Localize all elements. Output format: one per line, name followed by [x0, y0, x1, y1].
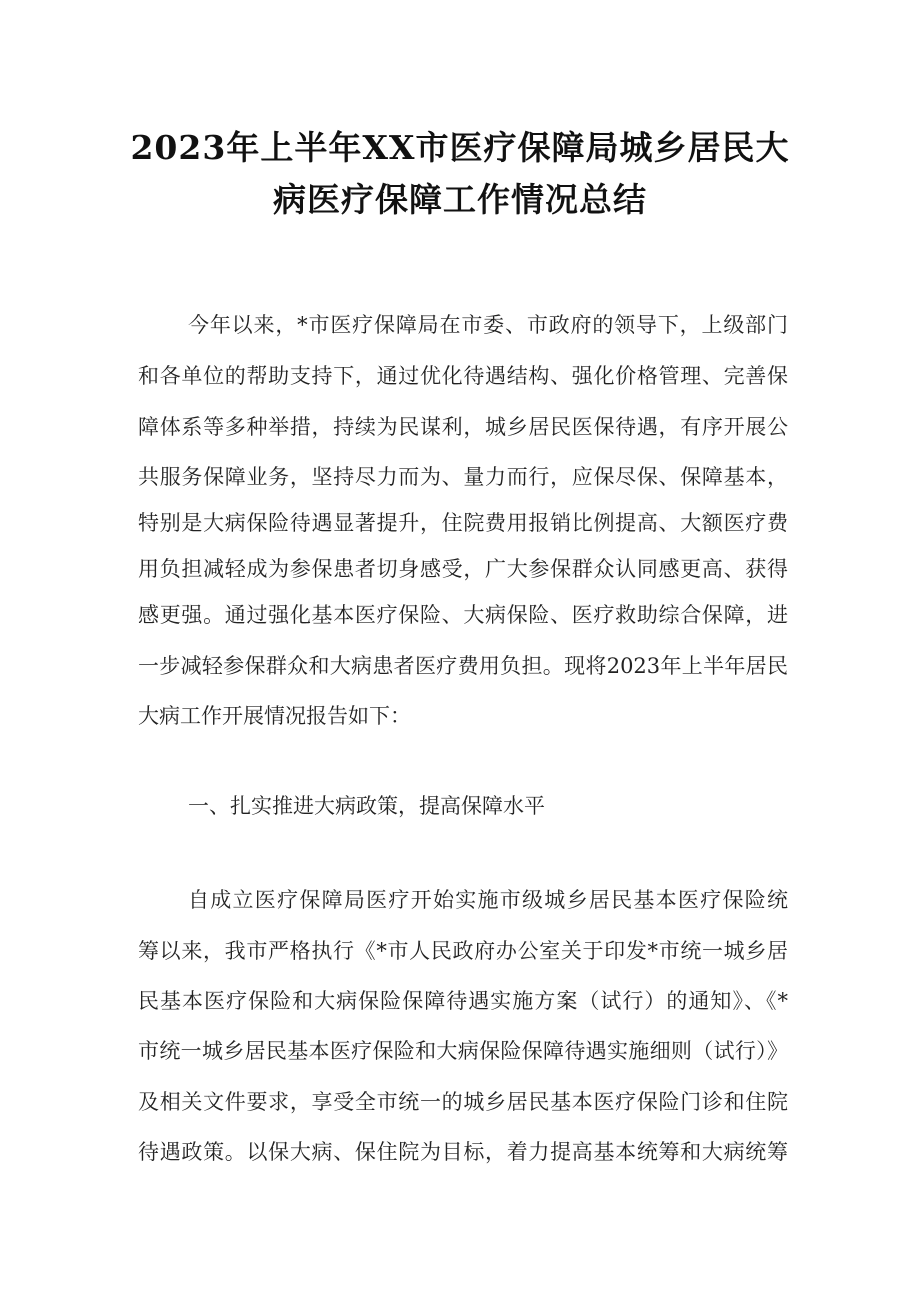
- paragraph-2-line: 市统一城乡居民基本医疗保险和大病保险保障待遇实施细则（试行）》: [138, 1039, 788, 1063]
- paragraph-1-line: 一步减轻参保群众和大病患者医疗费用负担。现将2023年上半年居民: [138, 654, 788, 678]
- paragraph-2-line: 民基本医疗保险和大病保险保障待遇实施方案（试行）的通知》、《*: [138, 989, 788, 1013]
- paragraph-1-line: 今年以来，*市医疗保障局在市委、市政府的领导下，上级部门: [188, 313, 788, 337]
- paragraph-1-line: 障体系等多种举措，持续为民谋利，城乡居民医保待遇，有序开展公: [138, 415, 788, 439]
- paragraph-1-line: 大病工作开展情况报告如下：: [138, 704, 411, 728]
- paragraph-2-line: 自成立医疗保障局医疗开始实施市级城乡居民基本医疗保险统: [188, 888, 788, 912]
- paragraph-1-line: 感更强。通过强化基本医疗保险、大病保险、医疗救助综合保障，进: [138, 603, 788, 627]
- paragraph-1-line: 用负担减轻成为参保患者切身感受，广大参保群众认同感更高、获得: [138, 557, 788, 581]
- paragraph-1-line: 和各单位的帮助支持下，通过优化待遇结构、强化价格管理、完善保: [138, 364, 788, 388]
- paragraph-1-line: 特别是大病保险待遇显著提升，住院费用报销比例提高、大额医疗费: [138, 511, 788, 535]
- document-title-line-2: 病医疗保障工作情况总结: [273, 180, 647, 219]
- paragraph-2-line: 及相关文件要求，享受全市统一的城乡居民基本医疗保险门诊和住院: [138, 1090, 788, 1114]
- paragraph-2-line: 待遇政策。以保大病、保住院为目标，着力提高基本统筹和大病统筹: [138, 1140, 788, 1164]
- paragraph-1-line: 共服务保障业务，坚持尽力而为、量力而行，应保尽保、保障基本，: [138, 465, 788, 489]
- document-title-line-1: 2023年上半年XX市医疗保障局城乡居民大: [130, 128, 790, 167]
- paragraph-2-line: 筹以来，我市严格执行《*市人民政府办公室关于印发*市统一城乡居: [138, 939, 788, 963]
- section-1-heading: 一、扎实推进大病政策，提高保障水平: [188, 794, 545, 818]
